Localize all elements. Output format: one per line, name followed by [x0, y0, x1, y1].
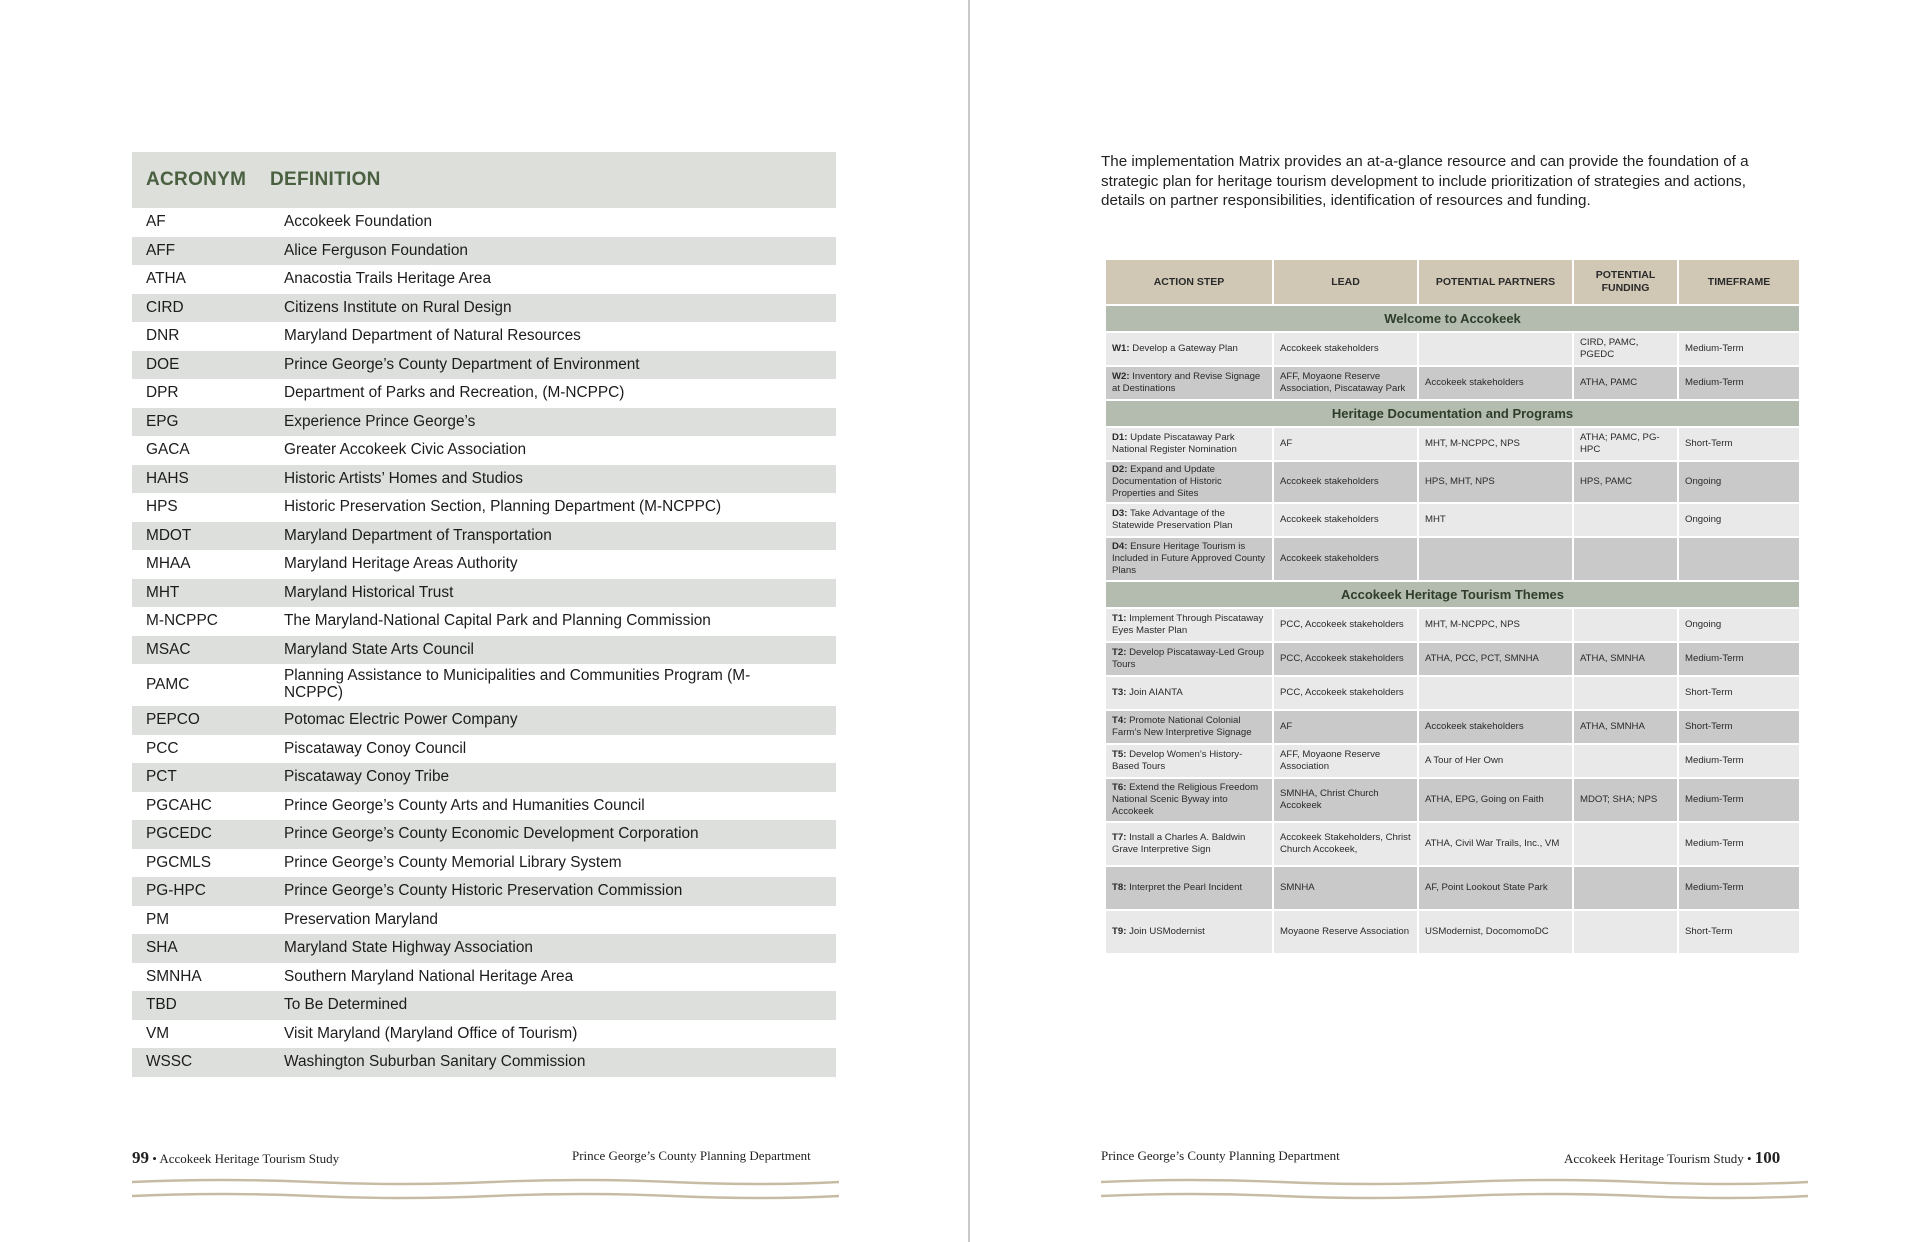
matrix-partners-cell: MHT, M-NCPPC, NPS	[1419, 428, 1572, 460]
matrix-partners-cell: USModernist, DocomomoDC	[1419, 911, 1572, 953]
action-text: Join AIANTA	[1129, 687, 1183, 698]
matrix-action-cell	[1106, 745, 1272, 777]
matrix-funding-cell: MDOT; SHA; NPS	[1574, 779, 1677, 821]
acronym-row	[132, 1020, 836, 1049]
matrix-funding-cell: ATHA, SMNHA	[1574, 711, 1677, 743]
acronym-row	[132, 579, 836, 608]
definition-cell: Prince George’s County Arts and Humanities Council	[284, 796, 645, 814]
right-footer-study: Accokeek Heritage Tourism Study	[1564, 1151, 1744, 1166]
acronym-cell: MDOT	[146, 526, 192, 544]
matrix-partners-cell: MHT	[1419, 504, 1572, 536]
acronym-cell: DOE	[146, 355, 180, 373]
matrix-lead-cell: AFF, Moyaone Reserve Association	[1274, 745, 1417, 777]
acronym-cell: WSSC	[146, 1053, 193, 1071]
matrix-funding-cell: HPS, PAMC	[1574, 462, 1677, 502]
acronym-row	[132, 763, 836, 792]
acronym-row	[132, 265, 836, 294]
acronym-cell: PGCMLS	[146, 853, 211, 871]
matrix-header-row	[1106, 260, 1799, 304]
matrix-timeframe-cell: Medium-Term	[1679, 823, 1799, 865]
matrix-row	[1106, 711, 1799, 743]
action-text: Join USModernist	[1129, 926, 1205, 937]
right-footer-department: Prince George’s County Planning Department	[1101, 1148, 1340, 1163]
right-footer-left	[1101, 1148, 1340, 1164]
acronym-cell: HPS	[146, 498, 178, 516]
acronym-row	[132, 294, 836, 323]
matrix-row	[1106, 911, 1799, 953]
action-code: D1:	[1112, 432, 1128, 443]
acronym-row	[132, 735, 836, 764]
acronym-table-header	[132, 152, 836, 208]
matrix-section-title: Welcome to Accokeek	[1106, 306, 1799, 331]
action-code: T9:	[1112, 926, 1127, 937]
matrix-row	[1106, 779, 1799, 821]
definition-cell: Visit Maryland (Maryland Office of Tourism)	[284, 1024, 578, 1042]
acronym-row	[132, 322, 836, 351]
left-footer-left	[132, 1148, 339, 1168]
definition-cell: Greater Accokeek Civic Association	[284, 441, 527, 459]
action-text: Expand and Update Documentation of Historic Properties and Sites	[1112, 464, 1222, 499]
matrix-section-row	[1106, 401, 1799, 426]
matrix-funding-cell	[1574, 609, 1677, 641]
acronym-row	[132, 906, 836, 935]
acronym-rows	[132, 208, 836, 1077]
matrix-timeframe-cell	[1679, 538, 1799, 580]
matrix-header-lead: LEAD	[1274, 260, 1417, 304]
matrix-header-partners: POTENTIAL PARTNERS	[1419, 260, 1572, 304]
matrix-timeframe-cell: Medium-Term	[1679, 867, 1799, 909]
definition-cell: Accokeek Foundation	[284, 213, 433, 231]
acronym-cell: PCT	[146, 768, 177, 786]
definition-cell: Historic Preservation Section, Planning Department (M-NCPPC)	[284, 498, 722, 516]
acronym-cell: MSAC	[146, 640, 191, 658]
action-text: Inventory and Revise Signage at Destinations	[1112, 371, 1261, 394]
action-text: Ensure Heritage Tourism is Included in Future Approved County Plans	[1112, 541, 1266, 576]
matrix-row	[1106, 609, 1799, 641]
matrix-lead-cell: AFF, Moyaone Reserve Association, Piscataway Park	[1274, 367, 1417, 399]
left-page-number: 99	[132, 1148, 149, 1167]
matrix-lead-cell: AF	[1274, 428, 1417, 460]
definition-cell: Prince George’s County Department of Environment	[284, 355, 640, 373]
action-text: Install a Charles A. Baldwin Grave Interpretive Sign	[1112, 832, 1246, 855]
left-footer-wave	[132, 1176, 839, 1202]
matrix-action-cell	[1106, 462, 1272, 502]
matrix-partners-cell: HPS, MHT, NPS	[1419, 462, 1572, 502]
action-code: D3:	[1112, 508, 1128, 519]
acronym-cell: PGCAHC	[146, 796, 212, 814]
matrix-header-action-step: ACTION STEP	[1106, 260, 1272, 304]
acronym-row	[132, 664, 836, 706]
matrix-funding-cell: CIRD, PAMC, PGEDC	[1574, 333, 1677, 365]
matrix-funding-cell: ATHA, SMNHA	[1574, 643, 1677, 675]
matrix-lead-cell: Accokeek stakeholders	[1274, 538, 1417, 580]
matrix-action-cell	[1106, 428, 1272, 460]
matrix-funding-cell	[1574, 745, 1677, 777]
matrix-row	[1106, 333, 1799, 365]
action-code: T8:	[1112, 882, 1127, 893]
definition-cell: Maryland State Highway Association	[284, 939, 533, 957]
definition-cell: Potomac Electric Power Company	[284, 711, 518, 729]
action-code: T1:	[1112, 613, 1127, 624]
acronym-cell: SHA	[146, 939, 178, 957]
matrix-lead-cell: SMNHA	[1274, 867, 1417, 909]
matrix-timeframe-cell: Short-Term	[1679, 911, 1799, 953]
acronym-row	[132, 493, 836, 522]
acronym-row	[132, 237, 836, 266]
action-code: T6:	[1112, 782, 1127, 793]
acronym-cell: PM	[146, 910, 170, 928]
acronym-row	[132, 636, 836, 665]
right-footer-wave	[1101, 1176, 1808, 1202]
action-text: Promote National Colonial Farm’s New Interpretive Signage	[1112, 715, 1252, 738]
acronym-cell: CIRD	[146, 298, 184, 316]
action-code: W2:	[1112, 371, 1130, 382]
definition-cell: Maryland State Arts Council	[284, 640, 474, 658]
action-code: T4:	[1112, 715, 1127, 726]
acronym-row	[132, 991, 836, 1020]
matrix-funding-cell	[1574, 911, 1677, 953]
matrix-funding-cell: ATHA, PAMC	[1574, 367, 1677, 399]
matrix-timeframe-cell: Short-Term	[1679, 677, 1799, 709]
matrix-row	[1106, 867, 1799, 909]
definition-cell: Citizens Institute on Rural Design	[284, 298, 512, 316]
acronym-cell: GACA	[146, 441, 190, 459]
action-text: Update Piscataway Park National Register Nomination	[1112, 432, 1237, 455]
page-spine	[968, 0, 970, 1242]
matrix-funding-cell	[1574, 504, 1677, 536]
definition-cell: Prince George’s County Economic Development Corporation	[284, 825, 699, 843]
acronym-cell: VM	[146, 1024, 170, 1042]
matrix-lead-cell: Accokeek stakeholders	[1274, 504, 1417, 536]
definition-cell: Planning Assistance to Municipalities and Communities Program (M-NCPPC)	[284, 667, 751, 701]
matrix-action-cell	[1106, 333, 1272, 365]
acronym-cell: DPR	[146, 384, 179, 402]
matrix-timeframe-cell: Ongoing	[1679, 609, 1799, 641]
matrix-funding-cell	[1574, 867, 1677, 909]
matrix-partners-cell	[1419, 538, 1572, 580]
matrix-partners-cell	[1419, 333, 1572, 365]
matrix-row	[1106, 677, 1799, 709]
matrix-action-cell	[1106, 867, 1272, 909]
acronym-cell: PEPCO	[146, 711, 200, 729]
action-code: W1:	[1112, 343, 1130, 354]
matrix-row	[1106, 538, 1799, 580]
acronym-row	[132, 436, 836, 465]
matrix-action-cell	[1106, 779, 1272, 821]
matrix-lead-cell: PCC, Accokeek stakeholders	[1274, 609, 1417, 641]
matrix-timeframe-cell: Short-Term	[1679, 428, 1799, 460]
definition-cell: Maryland Historical Trust	[284, 583, 454, 601]
action-code: T3:	[1112, 687, 1127, 698]
acronym-row	[132, 877, 836, 906]
acronym-row	[132, 792, 836, 821]
definition-cell: Washington Suburban Sanitary Commission	[284, 1053, 586, 1071]
matrix-action-cell	[1106, 677, 1272, 709]
matrix-timeframe-cell: Short-Term	[1679, 711, 1799, 743]
acronym-cell: PAMC	[146, 675, 190, 693]
matrix-lead-cell: Accokeek Stakeholders, Christ Church Accokeek,	[1274, 823, 1417, 865]
matrix-partners-cell: Accokeek stakeholders	[1419, 711, 1572, 743]
acronym-cell: TBD	[146, 996, 177, 1014]
definition-cell: The Maryland-National Capital Park and Planning Commission	[284, 612, 711, 630]
matrix-row	[1106, 367, 1799, 399]
matrix-row	[1106, 745, 1799, 777]
right-page-number: 100	[1754, 1148, 1781, 1167]
definition-cell: Anacostia Trails Heritage Area	[284, 270, 492, 288]
action-text: Develop Piscataway-Led Group Tours	[1112, 647, 1264, 670]
acronym-cell: SMNHA	[146, 967, 202, 985]
definition-cell: Southern Maryland National Heritage Area	[284, 967, 574, 985]
matrix-timeframe-cell: Medium-Term	[1679, 779, 1799, 821]
matrix-action-cell	[1106, 504, 1272, 536]
acronym-cell: AFF	[146, 241, 176, 259]
matrix-funding-cell	[1574, 538, 1677, 580]
matrix-row	[1106, 823, 1799, 865]
matrix-funding-cell	[1574, 677, 1677, 709]
matrix-partners-cell: MHT, M-NCPPC, NPS	[1419, 609, 1572, 641]
matrix-action-cell	[1106, 538, 1272, 580]
left-footer-bullet: •	[152, 1151, 157, 1166]
definition-cell: Preservation Maryland	[284, 910, 438, 928]
acronym-row	[132, 963, 836, 992]
definition-cell: Piscataway Conoy Council	[284, 739, 467, 757]
matrix-partners-cell	[1419, 677, 1572, 709]
matrix-row	[1106, 643, 1799, 675]
acronym-row	[132, 607, 836, 636]
matrix-lead-cell: Moyaone Reserve Association	[1274, 911, 1417, 953]
matrix-partners-cell: ATHA, Civil War Trails, Inc., VM	[1419, 823, 1572, 865]
matrix-partners-cell: AF, Point Lookout State Park	[1419, 867, 1572, 909]
right-footer-bullet: •	[1746, 1151, 1752, 1166]
matrix-partners-cell: Accokeek stakeholders	[1419, 367, 1572, 399]
matrix-partners-cell: ATHA, EPG, Going on Faith	[1419, 779, 1572, 821]
matrix-timeframe-cell: Ongoing	[1679, 462, 1799, 502]
matrix-lead-cell: Accokeek stakeholders	[1274, 333, 1417, 365]
matrix-section-title: Accokeek Heritage Tourism Themes	[1106, 582, 1799, 607]
matrix-funding-cell	[1574, 823, 1677, 865]
matrix-section-row	[1106, 306, 1799, 331]
acronym-cell: HAHS	[146, 469, 189, 487]
definition-header: DEFINITION	[270, 169, 381, 190]
definition-cell: To Be Determined	[284, 996, 408, 1014]
matrix-timeframe-cell: Ongoing	[1679, 504, 1799, 536]
acronym-cell: PG-HPC	[146, 882, 206, 900]
matrix-funding-cell: ATHA; PAMC, PG-HPC	[1574, 428, 1677, 460]
definition-cell: Maryland Department of Natural Resources	[284, 327, 581, 345]
acronym-cell: AF	[146, 213, 166, 231]
matrix-partners-cell: A Tour of Her Own	[1419, 745, 1572, 777]
matrix-lead-cell: SMNHA, Christ Church Accokeek	[1274, 779, 1417, 821]
definition-cell: Prince George’s County Memorial Library System	[284, 853, 622, 871]
matrix-action-cell	[1106, 823, 1272, 865]
definition-cell: Prince George’s County Historic Preservation Commission	[284, 882, 683, 900]
action-text: Develop Women’s History-Based Tours	[1112, 749, 1243, 772]
matrix-section-row	[1106, 582, 1799, 607]
acronym-cell: M-NCPPC	[146, 612, 218, 630]
acronym-cell: ATHA	[146, 270, 186, 288]
matrix-header-funding: POTENTIAL FUNDING	[1574, 260, 1677, 304]
matrix-row	[1106, 428, 1799, 460]
acronym-cell: MHAA	[146, 555, 191, 573]
definition-cell: Department of Parks and Recreation, (M-NCPPC)	[284, 384, 625, 402]
acronym-cell: MHT	[146, 583, 180, 601]
definition-cell: Alice Ferguson Foundation	[284, 241, 468, 259]
acronym-header: ACRONYM	[146, 169, 247, 190]
intro-paragraph: The implementation Matrix provides an at-a-glance resource and can provide the foundation of a strategic plan for heritage tourism development to include prioritization of strategies and actions, details on partner responsibilities, identification of resources and funding.	[1101, 153, 1749, 209]
definition-cell: Historic Artists’ Homes and Studios	[284, 469, 523, 487]
left-footer-study: Accokeek Heritage Tourism Study	[159, 1151, 340, 1166]
acronym-row	[132, 208, 836, 237]
action-text: Develop a Gateway Plan	[1132, 343, 1238, 354]
acronym-row	[132, 1048, 836, 1077]
action-text: Extend the Religious Freedom National Scenic Byway into Accokeek	[1112, 782, 1259, 817]
matrix-lead-cell: Accokeek stakeholders	[1274, 462, 1417, 502]
matrix-action-cell	[1106, 643, 1272, 675]
definition-cell: Maryland Department of Transportation	[284, 526, 552, 544]
acronym-row	[132, 522, 836, 551]
matrix-action-cell	[1106, 911, 1272, 953]
matrix-lead-cell: AF	[1274, 711, 1417, 743]
definition-cell: Experience Prince George’s	[284, 412, 476, 430]
acronym-cell: PGCEDC	[146, 825, 212, 843]
matrix-timeframe-cell: Medium-Term	[1679, 643, 1799, 675]
acronym-row	[132, 465, 836, 494]
left-footer-right	[572, 1148, 811, 1164]
matrix-action-cell	[1106, 711, 1272, 743]
acronym-row	[132, 408, 836, 437]
action-code: T5:	[1112, 749, 1127, 760]
action-code: D4:	[1112, 541, 1128, 552]
definition-cell: Piscataway Conoy Tribe	[284, 768, 450, 786]
acronym-cell: PCC	[146, 739, 179, 757]
right-footer-right	[1564, 1148, 1780, 1168]
matrix-body	[1106, 306, 1799, 953]
matrix-action-cell	[1106, 367, 1272, 399]
matrix-action-cell	[1106, 609, 1272, 641]
acronym-row	[132, 351, 836, 380]
action-code: T2:	[1112, 647, 1127, 658]
acronym-row	[132, 706, 836, 735]
action-code: T7:	[1112, 832, 1127, 843]
acronym-row	[132, 379, 836, 408]
matrix-lead-cell: PCC, Accokeek stakeholders	[1274, 643, 1417, 675]
matrix-row	[1106, 462, 1799, 502]
matrix-header-timeframe: TIMEFRAME	[1679, 260, 1799, 304]
acronym-row	[132, 550, 836, 579]
matrix-timeframe-cell: Medium-Term	[1679, 745, 1799, 777]
action-text: Take Advantage of the Statewide Preservation Plan	[1112, 508, 1233, 531]
acronym-row	[132, 820, 836, 849]
action-text: Implement Through Piscataway Eyes Master Plan	[1112, 613, 1264, 636]
matrix-lead-cell: PCC, Accokeek stakeholders	[1274, 677, 1417, 709]
matrix-row	[1106, 504, 1799, 536]
acronym-table	[132, 152, 836, 1077]
acronym-row	[132, 849, 836, 878]
matrix-timeframe-cell: Medium-Term	[1679, 367, 1799, 399]
acronym-row	[132, 934, 836, 963]
left-footer-department: Prince George’s County Planning Department	[572, 1148, 811, 1163]
action-code: D2:	[1112, 464, 1128, 475]
action-text: Interpret the Pearl Incident	[1129, 882, 1243, 893]
matrix-partners-cell: ATHA, PCC, PCT, SMNHA	[1419, 643, 1572, 675]
implementation-matrix	[1104, 258, 1801, 955]
acronym-cell: DNR	[146, 327, 180, 345]
definition-cell: Maryland Heritage Areas Authority	[284, 555, 518, 573]
matrix-section-title: Heritage Documentation and Programs	[1106, 401, 1799, 426]
matrix-timeframe-cell: Medium-Term	[1679, 333, 1799, 365]
acronym-cell: EPG	[146, 412, 179, 430]
